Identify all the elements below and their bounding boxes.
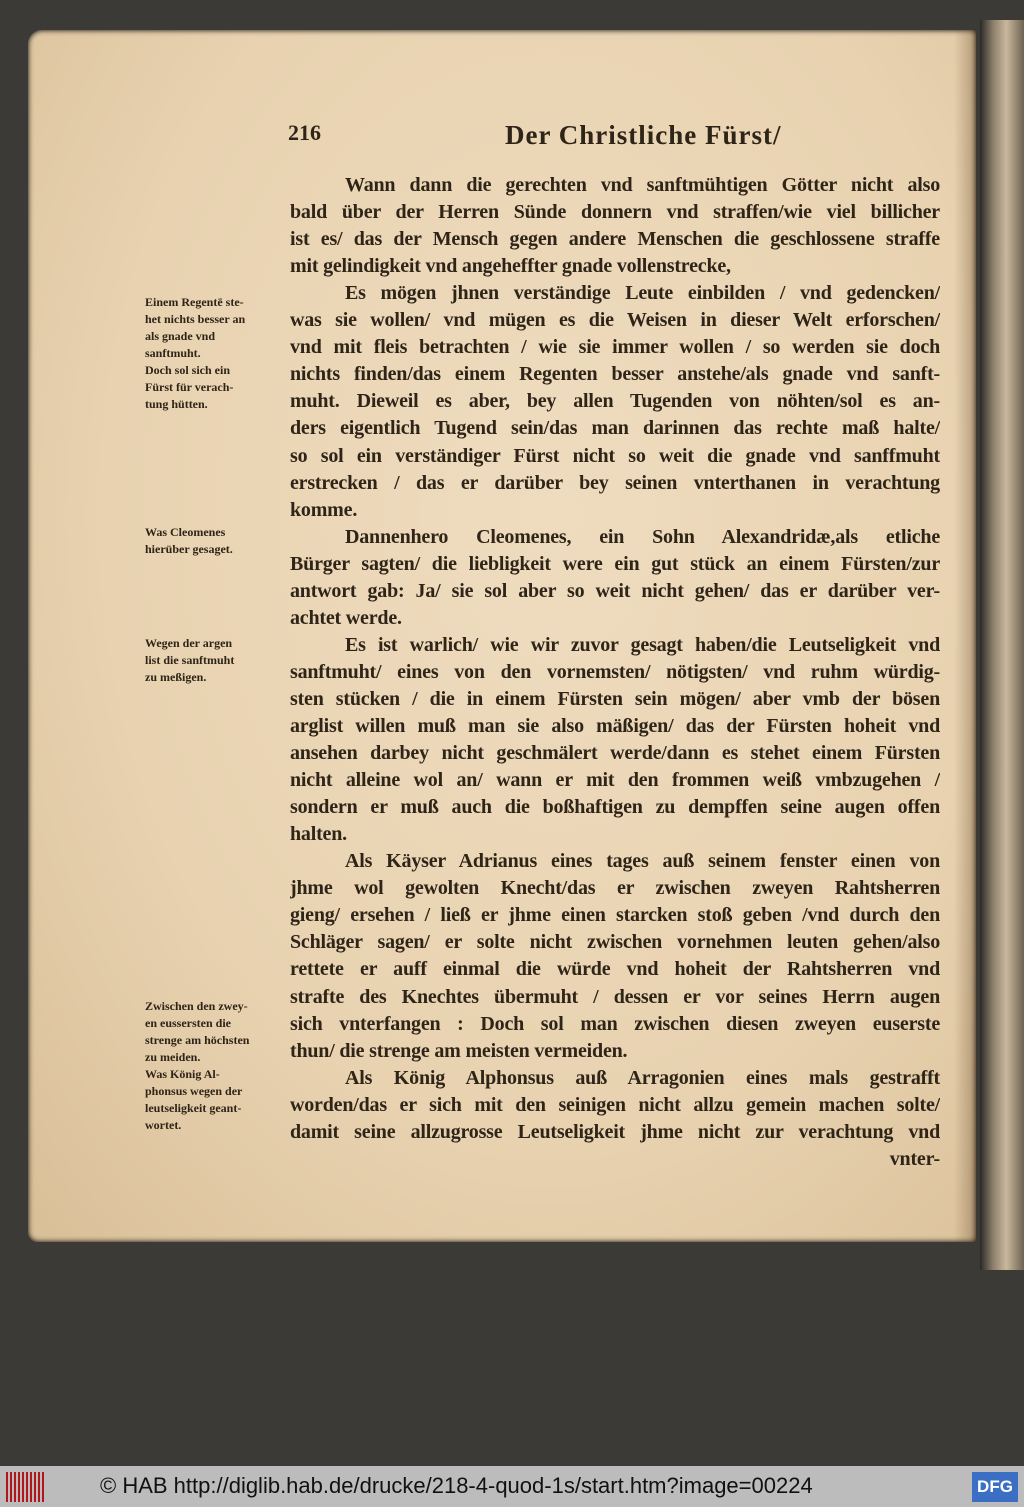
margin-note-line: Was Cleomenes — [145, 525, 226, 540]
text-line: was sie wollen/ vnd mügen es die Weisen in dieser Welt erforschen/ — [290, 309, 940, 332]
text-line: antwort gab: Ja/ sie sol aber so weit nicht gehen/ das er darüber ver- — [290, 579, 940, 602]
dfg-logo: DFG — [972, 1472, 1018, 1502]
margin-note — [145, 998, 285, 1134]
text-line: Als König Alphonsus auß Arragonien eines mals gestrafft — [345, 1066, 940, 1089]
text-line: Es mögen jhnen verständige Leute einbilden / vnd gedencken/ — [345, 282, 940, 305]
margin-note-line: phonsus wegen der — [145, 1083, 243, 1098]
text-line: Schläger sagen/ er solte nicht zwischen vornehmen leuten gehen/also — [290, 931, 940, 954]
text-line: ist es/ das der Mensch gegen andere Menschen die geschlossene straffe — [290, 228, 940, 251]
text-line: sten stücken / die in einem Fürsten sein mögen/ aber vmb der bösen — [290, 687, 940, 710]
margin-note-line: Wegen der argen — [145, 636, 233, 651]
text-line: nicht alleine wol an/ wann er mit den frommen weiß vmbzugehen / — [290, 769, 940, 792]
text-line: arglist willen muß man sie also mäßigen/ das der Fürsten hoheit vnd — [290, 715, 940, 737]
margin-note-line: strenge am höchsten — [145, 1032, 250, 1047]
text-line: Wann dann die gerechten vnd sanftmühtigen Götter nicht also — [345, 174, 940, 196]
footer-copyright-link[interactable]: © HAB http://diglib.hab.de/drucke/218-4-quod-1s/start.htm?image=00224 — [100, 1473, 813, 1498]
margin-note-line: Was König Al- — [145, 1066, 220, 1081]
margin-note-line: leutseligkeit geant- — [145, 1100, 242, 1115]
running-head: Der Christliche Fürst/ — [505, 120, 782, 150]
margin-note — [145, 524, 285, 558]
text-line: halten. — [290, 823, 347, 846]
margin-note-line: Doch sol sich ein — [145, 363, 231, 378]
hab-logo-icon — [6, 1472, 46, 1502]
text-line: thun/ die strenge am meisten vermeiden. — [290, 1039, 628, 1062]
text-line: sich vnterfangen : Doch sol man zwischen diesen zweyen euserste — [290, 1012, 940, 1035]
text-line: rettete er auff einmal die würde vnd hoheit der Rahtsherren vnd — [290, 958, 940, 981]
margin-note-line: zu meiden. — [145, 1049, 201, 1064]
margin-note-line: als gnade vnd — [145, 329, 216, 344]
text-line: ansehen darbey nicht geschmälert werde/dann es stehet einem Fürsten — [290, 742, 940, 765]
text-line: gieng/ ersehen / ließ er jhme einen starcken stoß geben /vnd durch den — [290, 904, 940, 927]
margin-note-line: tung hütten. — [145, 397, 208, 412]
text-line: vnter- — [889, 1147, 940, 1170]
text-line: Bürger sagten/ die liebligkeit were ein gut stück an einem Fürsten/zur — [290, 552, 940, 575]
footer-bar — [0, 1466, 1024, 1507]
text-line: muht. Dieweil es aber, bey allen Tugenden von nöhten/sol es an- — [290, 390, 940, 413]
text-line: so sol ein verständiger Fürst nicht so weit die gnade vnd sanffmuht — [290, 444, 940, 467]
text-line: vnd mit fleis betrachten / wie sie immer wollen / so werden sie doch — [290, 336, 940, 359]
text-line: komme. — [290, 498, 358, 521]
text-line: nichts finden/das einem Regenten besser anstehe/als gnade vnd sanft- — [290, 363, 940, 386]
margin-note-line: sanftmuht. — [145, 346, 201, 361]
margin-note — [145, 294, 285, 413]
margin-note-line: het nichts besser an — [145, 312, 246, 327]
text-line: achtet werde. — [290, 606, 402, 629]
text-line: damit seine allzugrosse Leutseligkeit jhme nicht zur verachtung vnd — [290, 1120, 940, 1143]
text-line: sanftmuht/ eines von den vornemsten/ nötigsten/ vnd ruhm würdig- — [290, 660, 940, 683]
margin-note-line: list die sanftmuht — [145, 653, 235, 668]
text-line: Als Käyser Adrianus eines tages auß seinem fenster einen von — [345, 850, 940, 873]
text-line: mit gelindigkeit vnd angeheffter gnade vollenstrecke, — [290, 255, 731, 278]
text-line: Es ist warlich/ wie wir zuvor gesagt haben/die Leutseligkeit vnd — [345, 633, 940, 656]
text-line: bald über der Herren Sünde donnern vnd straffen/wie viel billicher — [290, 201, 940, 224]
text-line: sondern er muß auch die boßhaftigen zu dempffen seine augen offen — [290, 796, 940, 819]
text-line: jhme wol gewolten Knecht/das er zwischen zweyen Rahtsherren — [290, 877, 940, 900]
margin-note-line: Zwischen den zwey- — [145, 998, 248, 1013]
margin-note — [145, 635, 285, 686]
text-line: Dannenhero Cleomenes, ein Sohn Alexandridæ,als etliche — [345, 525, 940, 548]
text-line: erstrecken / das er darüber bey seinen vnterthanen in verachtung — [290, 471, 940, 494]
margin-note-line: Fürst für verach- — [145, 380, 234, 395]
margin-note-line: hierüber gesaget. — [145, 542, 233, 557]
text-line: ders eigentlich Tugend sein/das man darinnen das rechte maß halte/ — [290, 417, 940, 440]
text-line: worden/das er sich mit den seinigen nicht allzu gemein machen solte/ — [290, 1093, 940, 1116]
margin-note-line: wortet. — [145, 1117, 182, 1132]
margin-note-line: en eussersten die — [145, 1015, 231, 1030]
margin-note-line: Einem Regentē ste- — [145, 295, 244, 310]
margin-note-line: zu meßigen. — [145, 670, 207, 685]
page-number: 216 — [288, 120, 321, 145]
text-line: strafte des Knechtes übermuht / dessen er vor seines Herrn augen — [290, 985, 940, 1008]
